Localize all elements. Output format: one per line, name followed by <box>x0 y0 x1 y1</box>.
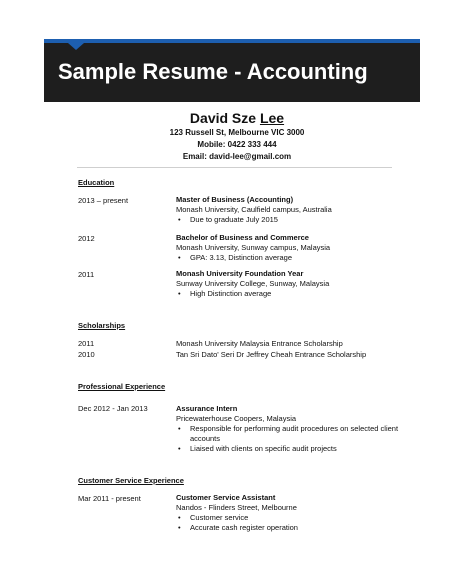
customer-service-entry <box>176 493 298 533</box>
professional-heading: Professional Experience <box>78 382 166 391</box>
duty-item: • Accurate cash register operation <box>178 523 298 532</box>
scholarships-heading: Scholarships <box>78 321 126 330</box>
education-date-2: 2012 <box>78 234 95 243</box>
school-name: Sunway University College, Sunway, Malaysia <box>176 279 330 288</box>
professional-entry <box>176 404 398 454</box>
role-title: Assurance Intern <box>176 404 238 413</box>
education-note: • GPA: 3.13, Distinction average <box>178 253 292 262</box>
education-entry-1 <box>176 195 332 225</box>
bullet-icon: • <box>178 444 181 453</box>
education-note: • High Distinction average <box>178 289 272 298</box>
candidate-first-name: David Sze <box>189 110 260 126</box>
bullet-icon: • <box>178 215 181 224</box>
header-divider <box>77 167 392 168</box>
contact-mobile: Mobile: 0422 333 444 <box>197 140 277 149</box>
school-name: Monash University, Sunway campus, Malaysia <box>176 243 331 252</box>
education-heading: Education <box>78 178 115 187</box>
professional-date: Dec 2012 - Jan 2013 <box>78 404 148 413</box>
education-date-3: 2011 <box>78 270 95 279</box>
scholarship-date-1: 2011 <box>78 339 95 348</box>
degree-title: Monash University Foundation Year <box>176 269 304 278</box>
contact-address: 123 Russell St, Melbourne VIC 3000 <box>169 128 305 137</box>
candidate-last-name: Lee <box>259 110 285 126</box>
scholarship-date-2: 2010 <box>78 350 95 359</box>
candidate-name <box>0 110 474 126</box>
customer-service-date: Mar 2011 - present <box>78 494 141 503</box>
bullet-icon: • <box>178 424 181 433</box>
duty-item: • Customer service <box>178 513 249 522</box>
education-entry-2 <box>176 233 330 263</box>
education-note: • Due to graduate July 2015 <box>178 215 278 224</box>
degree-title: Master of Business (Accounting) <box>176 195 294 204</box>
bullet-icon: • <box>178 289 181 298</box>
education-date-1: 2013 – present <box>78 196 129 205</box>
contact-email: Email: david-lee@gmail.com <box>182 152 292 161</box>
degree-title: Bachelor of Business and Commerce <box>176 233 309 242</box>
duty-item: • Responsible for performing audit procedures on selected client accounts <box>178 424 399 443</box>
bullet-icon: • <box>178 513 181 522</box>
role-title: Customer Service Assistant <box>176 493 276 502</box>
school-name: Monash University, Caulfield campus, Australia <box>176 205 332 214</box>
scholarship-name-1: Monash University Malaysia Entrance Scholarship <box>176 339 343 348</box>
education-entry-3 <box>176 269 329 299</box>
scholarship-name-2: Tan Sri Dato' Seri Dr Jeffrey Cheah Entrance Scholarship <box>176 350 367 359</box>
bullet-icon: • <box>178 253 181 262</box>
company-name: Nandos - Flinders Street, Melbourne <box>176 503 297 512</box>
page-title: Sample Resume - Accounting <box>58 59 368 84</box>
customer-service-heading: Customer Service Experience <box>78 476 184 485</box>
company-name: Pricewaterhouse Coopers, Malaysia <box>176 414 297 423</box>
bullet-icon: • <box>178 523 181 532</box>
duty-item: • Liaised with clients on specific audit projects <box>178 444 337 453</box>
